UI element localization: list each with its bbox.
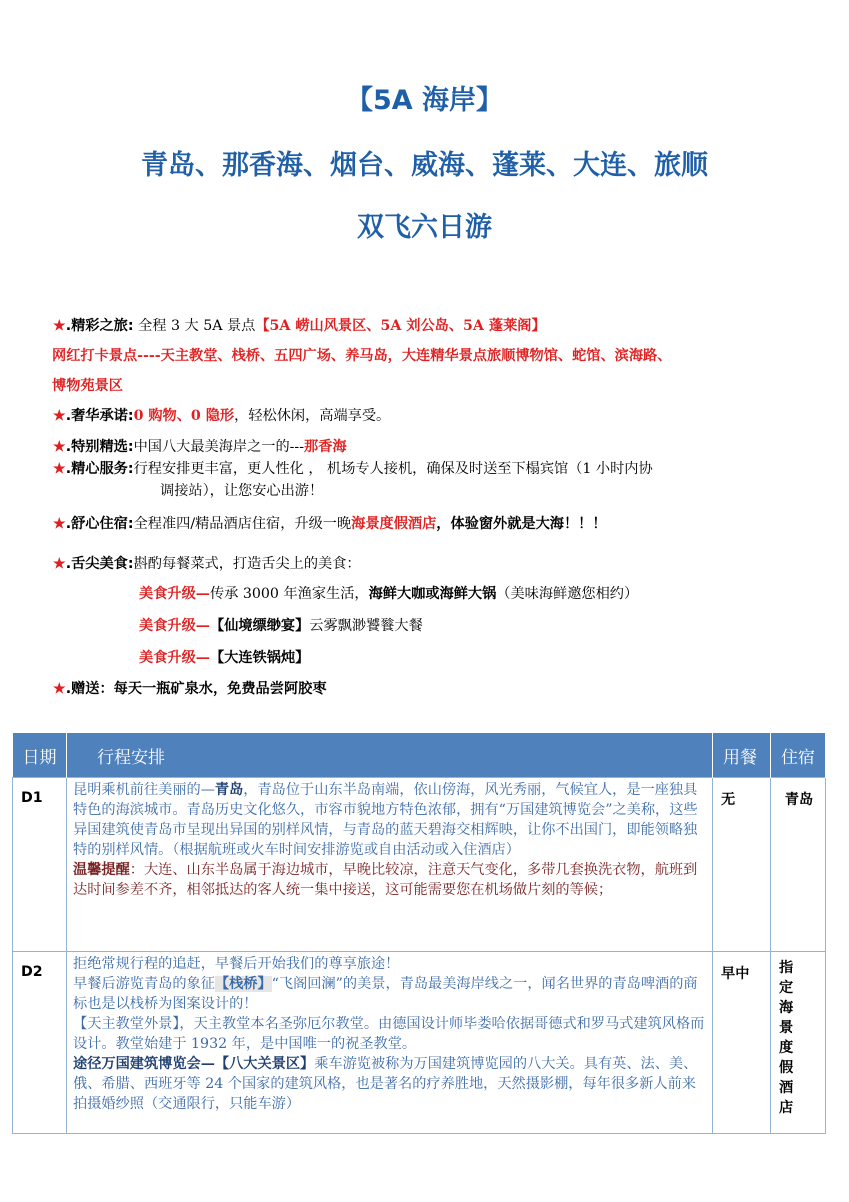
day-description: 拒绝常规行程的追赶，早餐后开始我们的尊享旅途！ 早餐后游览青岛的象征【栈桥】“飞阁回澜”的美景，青岛最美海岸线之一，闻名世界的青岛啤酒的商标也是以栈桥为图案设计的！ 【天主教堂外景】，天主教堂本名圣弥厄尔教堂。由德国设计师毕娄哈依据哥德式和罗马式建筑风格而设计。教堂始建于 1932 年，是中国唯一的祝圣教堂。 途径万国建筑博览会—【八大关景区】乘车游览被称为万国建筑博览园的八大关。具有英、法、美、俄、希腊、西班牙等 24 个国家的建筑风格，也是著名的疗养胜地，天然摄影棚，每年很多新人前来拍摄婚纱照（交通限行，只能车游） bbox=[67, 952, 713, 1134]
title-tour-name: 双飞六日游 bbox=[357, 212, 492, 243]
feature-service: ★.精心服务:行程安排更丰富，更人性化 ， 机场专人接机，确保及时送至下榻宾馆（1 小时内协 bbox=[53, 461, 653, 477]
star-icon: ★ bbox=[53, 681, 66, 697]
itinerary-table bbox=[12, 733, 826, 1134]
feature-service-line2: 调接站），让您安心出游！ bbox=[160, 483, 324, 499]
feature-promise: ★.奢华承诺:0 购物、0 隐形，轻松休闲，高端享受。 bbox=[53, 408, 391, 424]
food-upgrade-2: 美食升级—【仙境缥缈宴】云雾飘渺饕餮大餐 bbox=[139, 618, 423, 634]
meal-cell: 早中 bbox=[713, 952, 771, 1134]
star-icon: ★ bbox=[53, 408, 66, 424]
feature-food: ★.舌尖美食:斟酌每餐菜式，打造舌尖上的美食： bbox=[53, 556, 361, 572]
feature-highlights: ★.精彩之旅: 全程 3 大 5A 景点【5A 崂山风景区、5A 刘公岛、5A 蓬莱阁】 bbox=[53, 318, 546, 334]
header-date: 日期 bbox=[13, 733, 67, 778]
feature-highlights-line2: 网红打卡景点----天主教堂、栈桥、五四广场、养马岛，大连精华景点旅顺博物馆、蛇馆、滨海路、 bbox=[52, 348, 672, 364]
title-route: 青岛、那香海、烟台、威海、蓬莱、大连、旅顺 bbox=[141, 150, 708, 181]
meal-cell: 无 bbox=[713, 778, 771, 952]
star-icon: ★ bbox=[53, 516, 66, 532]
table-row bbox=[13, 778, 826, 952]
feature-special: ★.特别精选:中国八大最美海岸之一的---那香海 bbox=[53, 439, 347, 455]
food-upgrade-3: 美食升级—【大连铁锅炖】 bbox=[139, 650, 310, 666]
star-icon: ★ bbox=[53, 439, 66, 455]
feature-gift: ★.赠送：每天一瓶矿泉水，免费品尝阿胶枣 bbox=[53, 681, 327, 697]
day-label: D2 bbox=[13, 952, 67, 1134]
title-tag: 【5A 海岸】 bbox=[345, 85, 504, 116]
header-schedule: 行程安排 bbox=[67, 733, 713, 778]
star-icon: ★ bbox=[53, 318, 66, 334]
day-label: D1 bbox=[13, 778, 67, 952]
feature-highlights-line3: 博物苑景区 bbox=[52, 378, 123, 394]
header-lodging: 住宿 bbox=[771, 733, 826, 778]
table-header-row bbox=[13, 733, 826, 778]
table-row bbox=[13, 952, 826, 1134]
star-icon: ★ bbox=[53, 556, 66, 572]
day-description: 昆明乘机前往美丽的—青岛，青岛位于山东半岛南端，依山傍海，风光秀丽，气候宜人，是一座独具特色的海滨城市。青岛历史文化悠久，市容市貌地方特色浓郁，拥有“万国建筑博览会”之美称，这些异国建筑使青岛市呈现出异国的别样风情，与青岛的蓝天碧海交相辉映，让你不出国门，即能领略独特的别样风情。（根据航班或火车时间安排游览或自由活动或入住酒店） 温馨提醒：大连、山东半岛属于海边城市，早晚比较凉，注意天气变化，多带几套换洗衣物，航班到达时间参差不齐，相邻抵达的客人统一集中接送，这可能需要您在机场做片刻的等候； bbox=[67, 778, 713, 952]
star-icon: ★ bbox=[53, 461, 66, 477]
header-meals: 用餐 bbox=[713, 733, 771, 778]
hotel-cell: 青岛 bbox=[771, 778, 826, 952]
feature-hotel: ★.舒心住宿:全程准四/精品酒店住宿，升级一晚海景度假酒店，体验窗外就是大海！！！ bbox=[53, 516, 607, 532]
food-upgrade-1: 美食升级—传承 3000 年渔家生活，海鲜大咖或海鲜大锅（美味海鲜邀您相约） bbox=[139, 586, 639, 602]
hotel-cell: 指定海景度假酒店 bbox=[771, 952, 826, 1134]
